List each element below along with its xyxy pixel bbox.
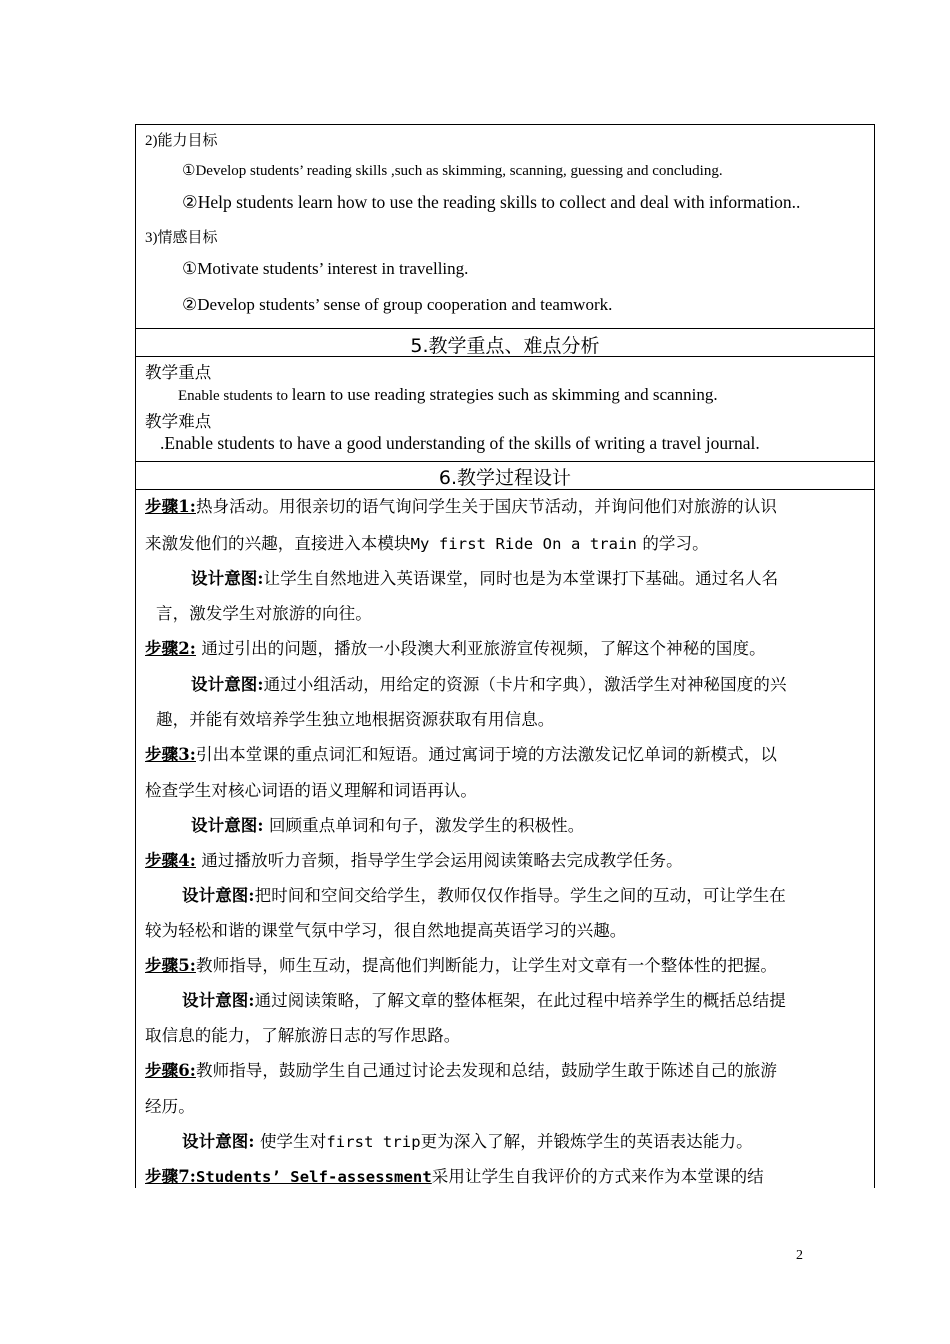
step-3-intent (191, 812, 584, 836)
key-points-main: learn to use reading strategies such as skimming and scanning. (291, 385, 718, 404)
step-5-intent: 取信息的能力，了解旅游日志的写作思路。 (145, 1026, 461, 1045)
step-7-text: 采用让学生自我评价的方式来作为本堂课的结 (431, 1167, 764, 1186)
page-number: 2 (796, 1248, 803, 1263)
step-3-line (145, 741, 777, 765)
key-points-prefix: Enable students to (178, 388, 292, 404)
step-5-line (145, 952, 777, 976)
step-6-line: 经历。 (145, 1097, 195, 1116)
lesson-plan-table (135, 124, 875, 1188)
step-5-text: 教师指导，师生互动，提高他们判断能力，让学生对文章有一个整体性的把握。 (195, 956, 777, 975)
step-3-label: 步骤3: (145, 745, 196, 764)
intent-label: 设计意图: (191, 675, 264, 694)
section6-body (136, 490, 874, 1188)
intent-text: 把时间和空间交给学生，教师仅仅作指导。学生之间的互动，可让学生在 (254, 886, 786, 905)
step-1-text: 热身活动。用很亲切的语气询问学生关于国庆节活动，并询问他们对旅游的认识 (195, 497, 777, 516)
intent-label: 设计意图: (182, 886, 255, 905)
step-1-line (145, 530, 709, 554)
row-divider (136, 461, 874, 462)
goals-section (136, 125, 874, 329)
step-4-line (145, 847, 683, 871)
step-2-intent: 趣，并能有效培养学生独立地根据资源获取有用信息。 (156, 710, 555, 729)
row-divider (136, 328, 874, 329)
key-points-text (178, 385, 718, 405)
emotion-goal-item: ①Motivate students’ interest in travelling. (182, 259, 469, 278)
key-points-label: 教学重点 (145, 363, 212, 382)
step-6-text: 教师指导，鼓励学生自己通过讨论去发现和总结，鼓励学生敢于陈述自己的旅游 (195, 1061, 777, 1080)
step-6-label: 步骤6: (145, 1061, 196, 1080)
ability-goal-item: ①Develop students’ reading skills ,such as skimming, scanning, guessing and concluding. (182, 163, 723, 179)
emotion-goal-item: ②Develop students’ sense of group cooperation and teamwork. (182, 295, 613, 314)
intent-label: 设计意图: (182, 1132, 255, 1151)
step-2-intent (191, 671, 787, 695)
difficulty-text: .Enable students to have a good understanding of the skills of writing a travel journal. (160, 433, 760, 453)
step-4-intent: 较为轻松和谐的课堂气氛中学习，很自然地提高英语学习的兴趣。 (145, 921, 627, 940)
difficulty-label: 教学难点 (145, 412, 212, 431)
ability-goals-title: 2)能力目标 (145, 133, 218, 149)
intent-text: 通过阅读策略，了解文章的整体框架，在此过程中培养学生的概括总结提 (254, 991, 786, 1010)
step-1-text: 的学习。 (636, 534, 709, 553)
step-7-line (145, 1163, 764, 1187)
step-3-line: 检查学生对核心词语的语义理解和词语再认。 (145, 781, 477, 800)
intent-text: 使学生对 (254, 1132, 327, 1151)
step-6-line (145, 1057, 777, 1081)
intent-label: 设计意图: (191, 816, 264, 835)
step-1-module-title: My first Ride On a train (410, 535, 637, 553)
step-4-intent (182, 882, 786, 906)
step-7-label: 步骤7: (145, 1167, 196, 1186)
step-2-text: 通过引出的问题，播放一小段澳大利亚旅游宣传视频，了解这个神秘的国度。 (195, 639, 766, 658)
step-5-intent (182, 987, 786, 1011)
ability-goal-item: ②Help students learn how to use the reading skills to collect and deal with information.. (182, 192, 801, 212)
step-1-line (145, 493, 777, 517)
step-6-intent (182, 1128, 753, 1152)
section5-body (136, 357, 874, 461)
step-2-line (145, 635, 766, 659)
intent-label: 设计意图: (182, 991, 255, 1010)
step-1-text: 来激发他们的兴趣，直接进入本模块 (145, 534, 411, 553)
step-4-text: 通过播放听力音频，指导学生学会运用阅读策略去完成教学任务。 (195, 851, 683, 870)
step-1-intent: 言，激发学生对旅游的向往。 (156, 604, 372, 623)
intent-code: first trip (326, 1133, 421, 1151)
section5-heading: 5.教学重点、难点分析 (410, 335, 600, 357)
step-3-text: 引出本堂课的重点词汇和短语。通过寓词于境的方法激发记忆单词的新模式，以 (195, 745, 777, 764)
intent-text: 通过小组活动，用给定的资源（卡片和字典），激活学生对神秘国度的兴 (263, 675, 787, 694)
intent-text: 回顾重点单词和句子，激发学生的积极性。 (263, 816, 585, 835)
intent-text: 更为深入了解，并锻炼学生的英语表达能力。 (420, 1132, 753, 1151)
step-2-label: 步骤2: (145, 639, 196, 658)
step-5-label: 步骤5: (145, 956, 196, 975)
intent-text: 让学生自然地进入英语课堂，同时也是为本堂课打下基础。通过名人名 (263, 569, 779, 588)
step-7-code: Students’ Self-assessment (195, 1168, 432, 1186)
step-1-label: 步骤1: (145, 497, 196, 516)
intent-label: 设计意图: (191, 569, 264, 588)
step-1-intent (191, 565, 778, 589)
emotion-goals-title: 3)情感目标 (145, 230, 218, 246)
section6-heading: 6.教学过程设计 (438, 467, 572, 489)
step-4-label: 步骤4: (145, 851, 196, 870)
